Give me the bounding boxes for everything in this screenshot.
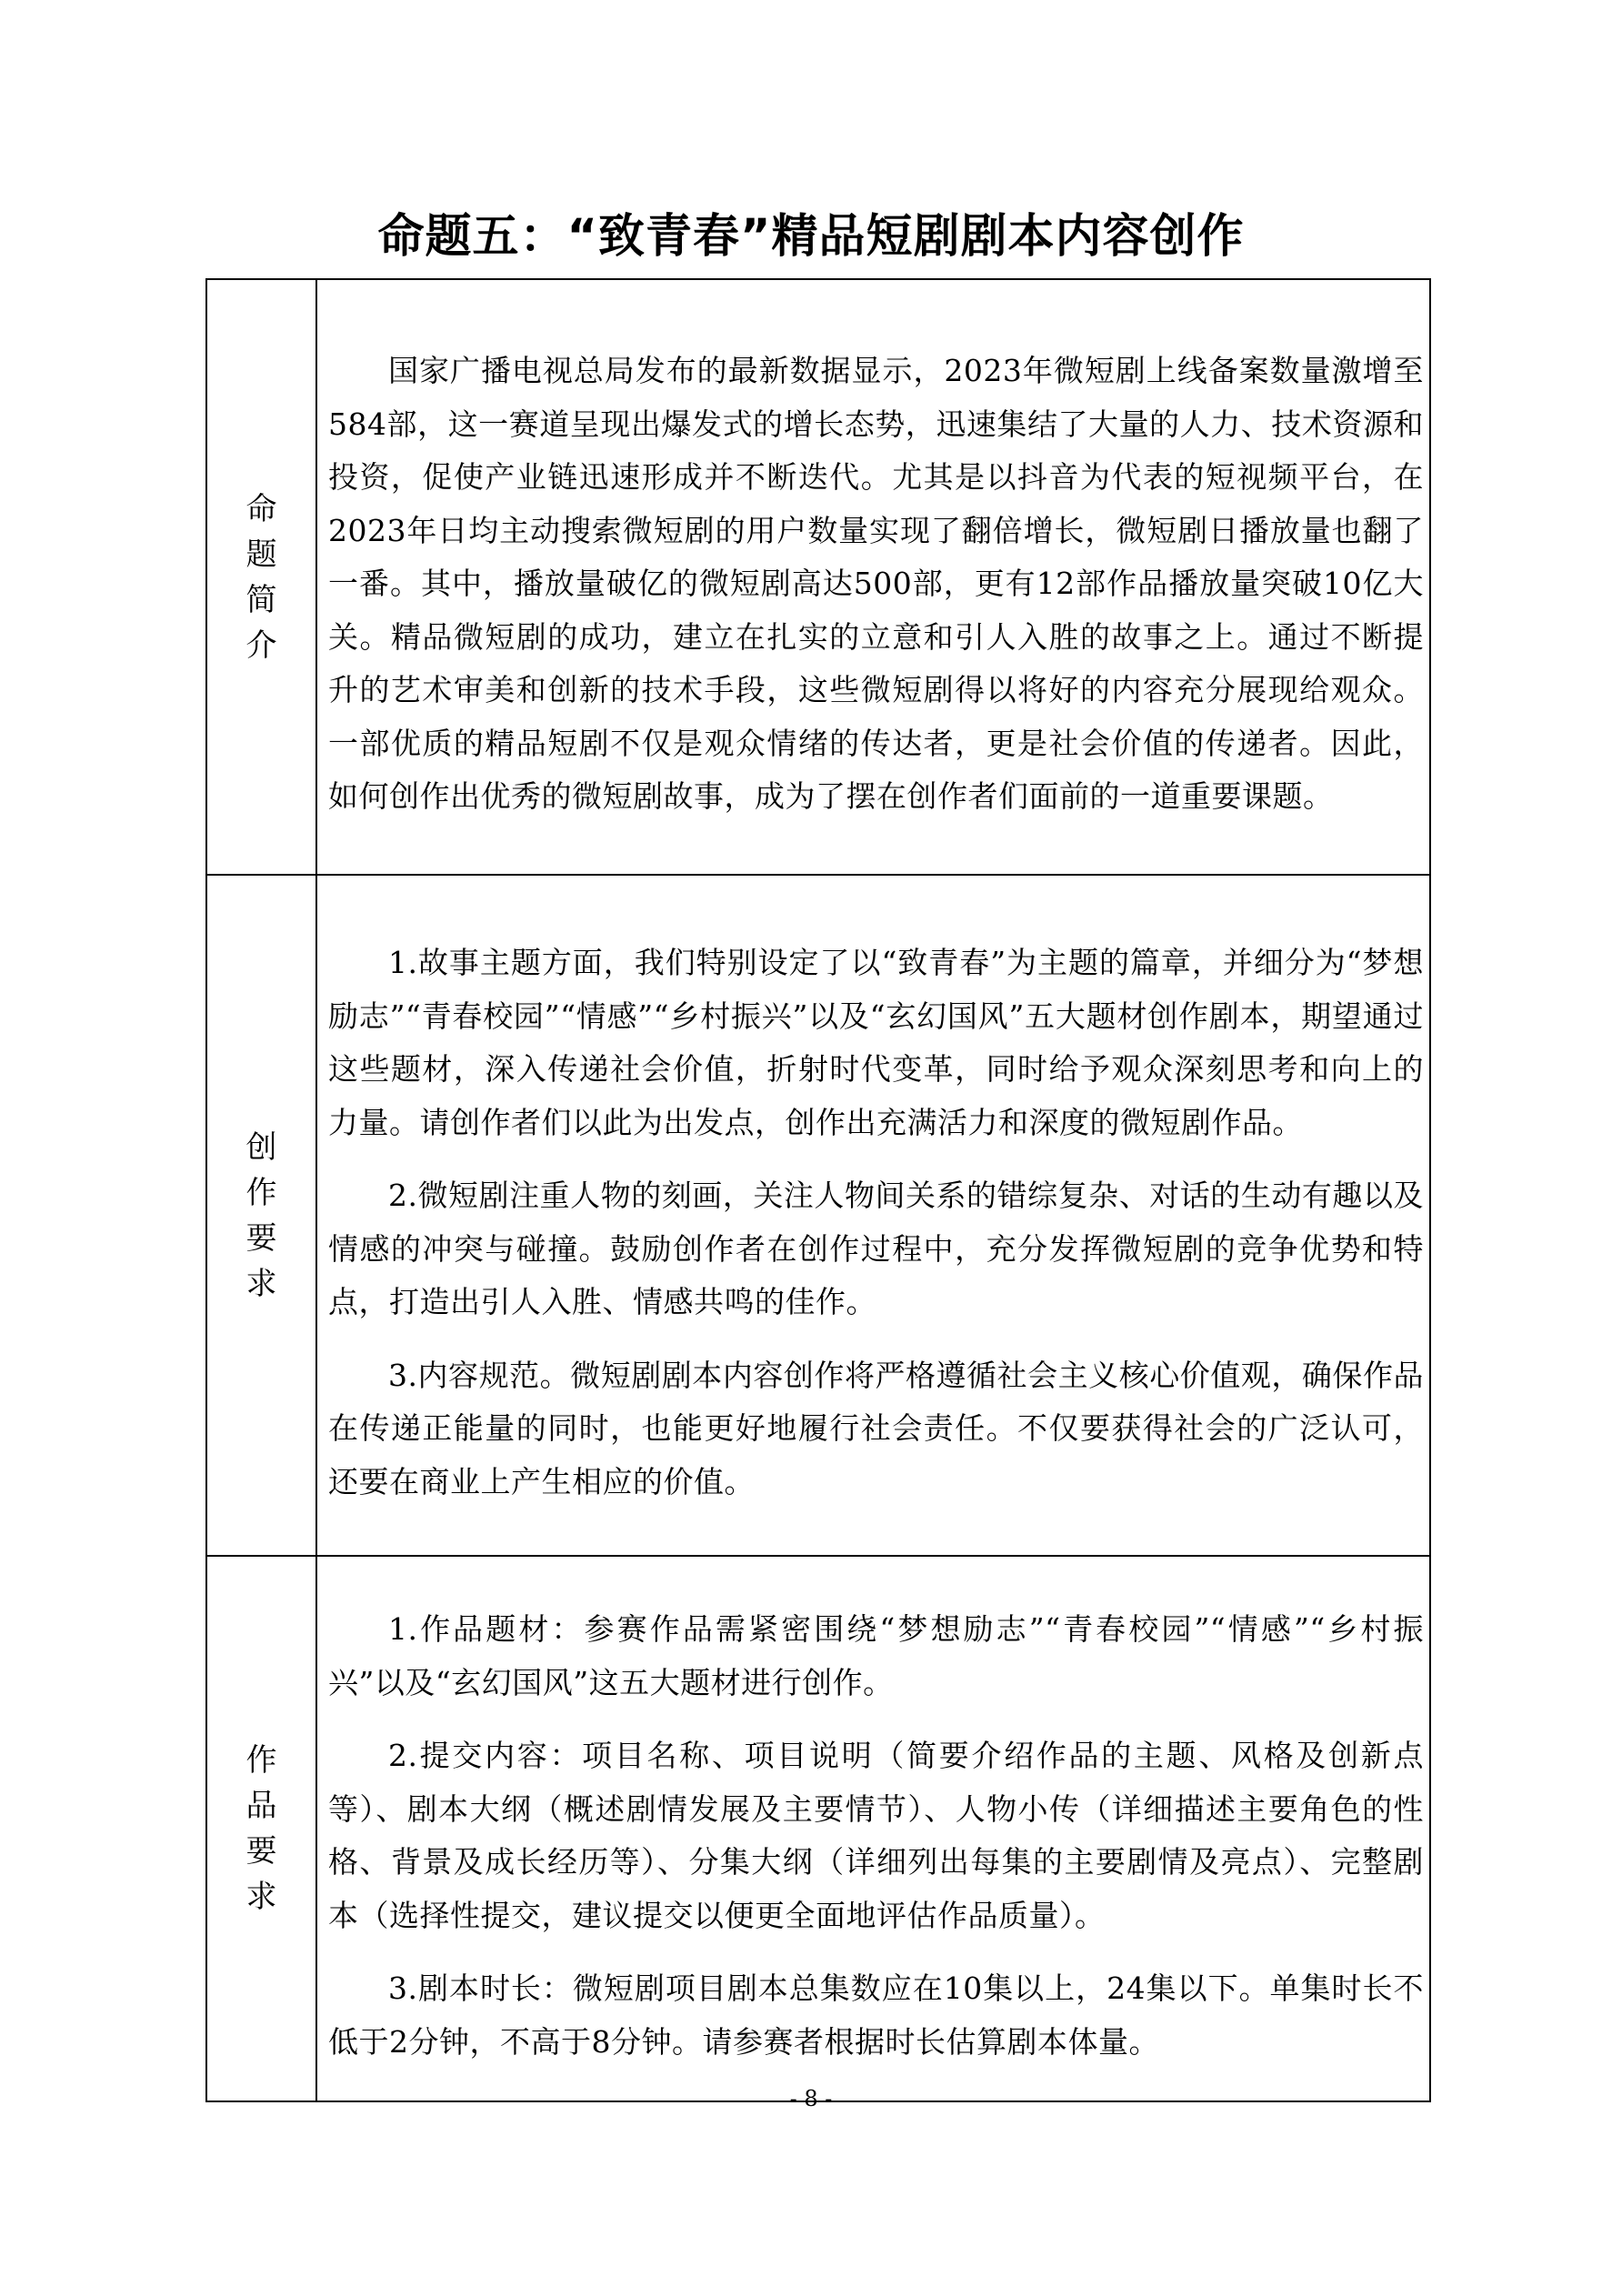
paragraph: 2.提交内容：项目名称、项目说明（简要介绍作品的主题、风格及创新点等）、剧本大纲（概述剧情发展及主要情节）、人物小传（详细描述主要角色的性格、背景及成长经历等）、分集大纲（详细列出每集的主要剧情及亮点）、完整剧本（选择性提交，建议提交以便更全面地评估作品质量）。 [328,1738,1424,1933]
document-title: 命题五：“致青春”精品短剧剧本内容创作 [377,210,1245,264]
row-label-work-requirements: 作品要求 [245,1742,277,1915]
row-label-cell [206,279,316,875]
table-row-creation-requirements [206,875,1430,1556]
row-content-cell [316,279,1430,875]
paragraph: 2.微短剧注重人物的刻画，关注人物间关系的错综复杂、对话的生动有趣以及情感的冲突与碰撞。鼓励创作者在创作过程中，充分发挥微短剧的竞争优势和特点，打造出引人入胜、情感共鸣的佳作。 [328,1178,1424,1319]
row-label-cell [206,1556,316,2101]
row-content-cell [316,1556,1430,2101]
topic-table [205,278,1431,2102]
paragraph: 1.作品题材：参赛作品需紧密围绕“梦想励志”“青春校园”“情感”“乡村振兴”以及“玄幻国风”这五大题材进行创作。 [328,1611,1424,1700]
row-content-cell [316,875,1430,1556]
paragraph: 国家广播电视总局发布的最新数据显示，2023年微短剧上线备案数量激增至584部，这一赛道呈现出爆发式的增长态势，迅速集结了大量的人力、技术资源和投资，促使产业链迅速形成并不断迭代。尤其是以抖音为代表的短视频平台，在2023年日均主动搜索微短剧的用户数量实现了翻倍增长，微短剧日播放量也翻了一番。其中，播放量破亿的微短剧高达500部，更有12部作品播放量突破10亿大关。精品微短剧的成功，建立在扎实的立意和引人入胜的故事之上。通过不断提升的艺术审美和创新的技术手段，这些微短剧得以将好的内容充分展现给观众。一部优质的精品短剧不仅是观众情绪的传达者，更是社会价值的传递者。因此，如何创作出优秀的微短剧故事，成为了摆在创作者们面前的一道重要课题。 [328,353,1424,815]
paragraph: 1.故事主题方面，我们特别设定了以“致青春”为主题的篇章，并细分为“梦想励志”“青春校园”“情感”“乡村振兴”以及“玄幻国风”五大题材创作剧本，期望通过这些题材，深入传递社会价值，折射时代变革，同时给予观众深刻思考和向上的力量。请创作者们以此为出发点，创作出充满活力和深度的微短剧作品。 [328,945,1424,1140]
table-row-intro [206,279,1430,875]
table-row-work-requirements [206,1556,1430,2101]
row-label-intro: 命题简介 [245,490,277,664]
row-label-cell [206,875,316,1556]
page-number: - 8 - [789,2086,833,2111]
paragraph: 3.内容规范。微短剧剧本内容创作将严格遵循社会主义核心价值观，确保作品在传递正能量的同时，也能更好地履行社会责任。不仅要获得社会的广泛认可，还要在商业上产生相应的价值。 [328,1357,1424,1499]
row-label-creation-requirements: 创作要求 [245,1128,277,1302]
paragraph: 3.剧本时长：微短剧项目剧本总集数应在10集以上，24集以下。单集时长不低于2分钟，不高于8分钟。请参赛者根据时长估算剧本体量。 [328,1970,1424,2060]
